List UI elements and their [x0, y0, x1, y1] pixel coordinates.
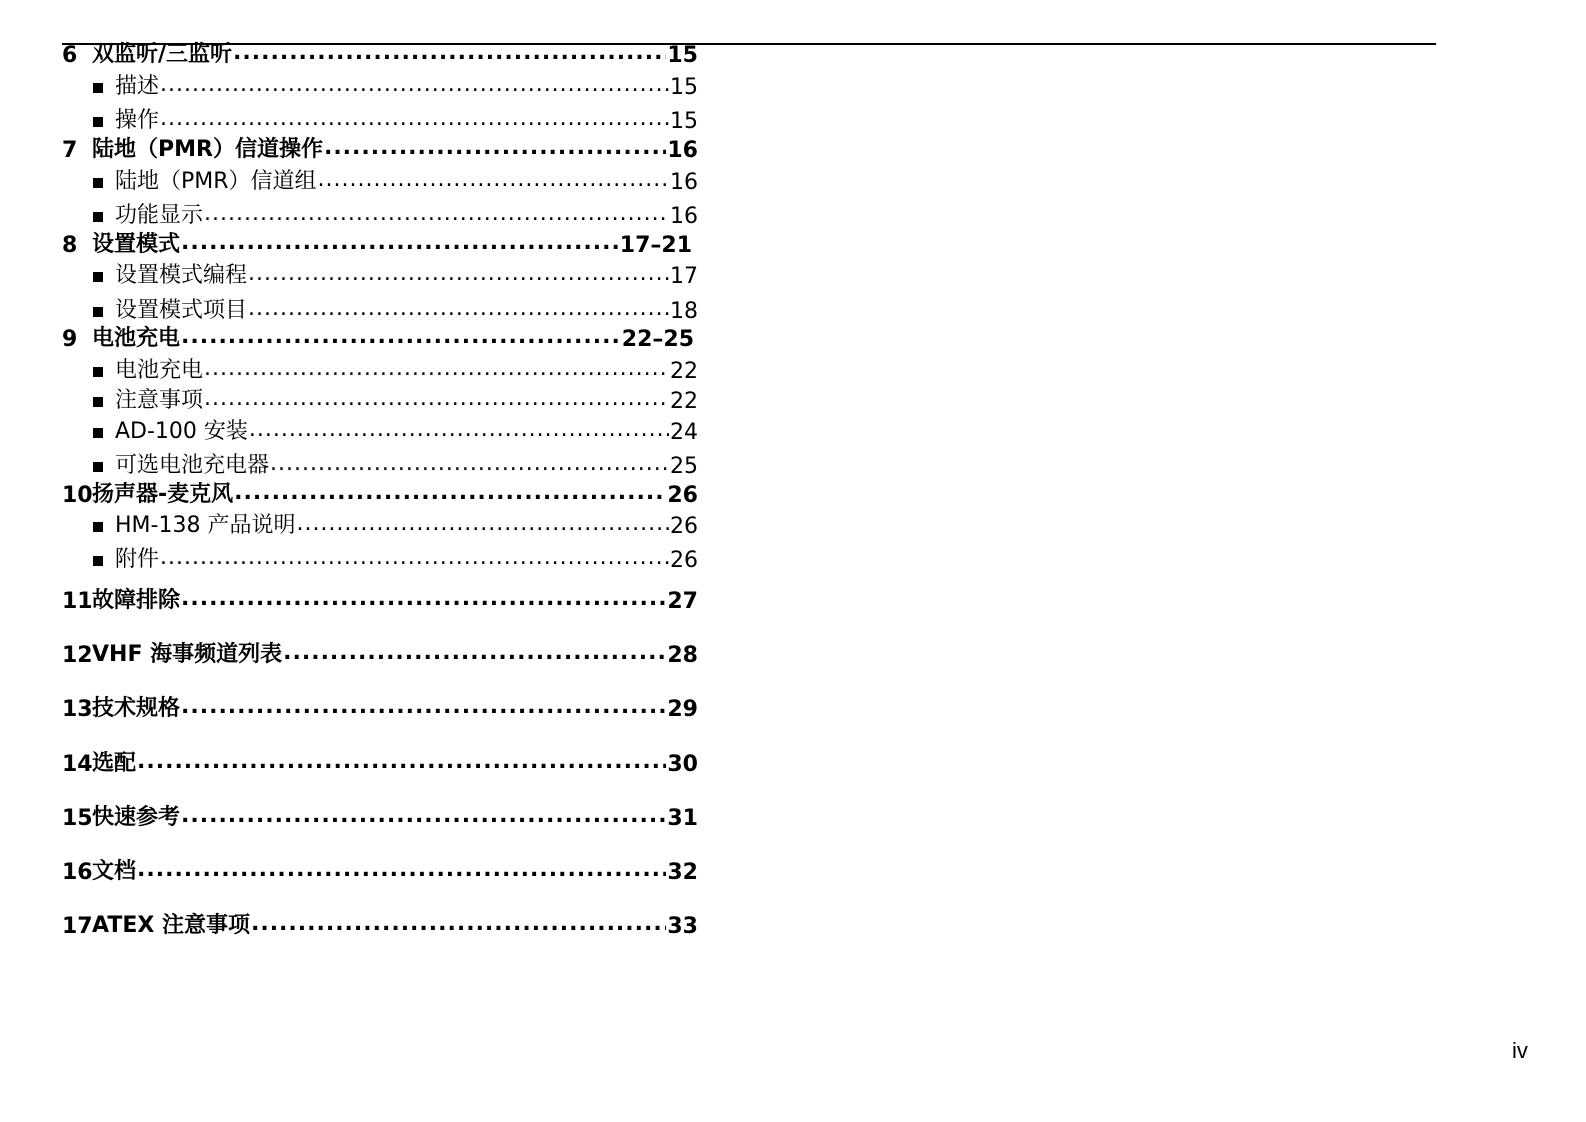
square-bullet-icon: [93, 117, 103, 127]
page-ref: 24: [670, 420, 698, 445]
toc-entry-description[interactable]: [62, 70, 698, 100]
page-ref: 26: [670, 548, 698, 573]
page-ref: 28: [667, 643, 698, 668]
chapter-title: 双监听/三监听: [92, 42, 233, 67]
toc-chapter-8[interactable]: [62, 228, 692, 258]
toc-entry-ad100-install[interactable]: [62, 415, 698, 445]
toc-chapter-14[interactable]: [62, 747, 698, 777]
page-ref: 17: [670, 264, 698, 289]
page-ref: 26: [667, 483, 698, 508]
page-number: iv: [1512, 1038, 1528, 1063]
page-ref: 26: [670, 514, 698, 539]
page-ref: 15: [670, 109, 698, 134]
toc-chapter-11[interactable]: [62, 584, 698, 614]
entry-title: 设置模式编程: [115, 263, 248, 288]
page-ref: 33: [667, 914, 698, 939]
toc-entry-pmr-channel-group[interactable]: [62, 165, 698, 195]
dot-leader: [248, 298, 669, 324]
toc-entry-hm138[interactable]: [62, 509, 698, 539]
square-bullet-icon: [93, 522, 103, 532]
toc-chapter-13[interactable]: [62, 692, 698, 722]
chapter-title: 电池充电: [92, 326, 181, 351]
page-ref: 27: [667, 589, 698, 614]
toc-entry-battery-charging[interactable]: [62, 354, 698, 384]
entry-title: 描述: [115, 74, 160, 99]
toc-entry-setup-items[interactable]: [62, 294, 698, 324]
square-bullet-icon: [93, 83, 103, 93]
toc-entry-optional-charger[interactable]: [62, 449, 698, 479]
entry-title: 陆地（PMR）信道组: [115, 169, 317, 194]
page-ref: 22–25: [621, 327, 694, 352]
page-ref: 22: [670, 389, 698, 414]
chapter-title: 快速参考: [92, 805, 181, 830]
chapter-number: 7: [62, 138, 78, 163]
square-bullet-icon: [93, 307, 103, 317]
dot-leader: [324, 137, 666, 163]
page-ref: 30: [667, 752, 698, 777]
square-bullet-icon: [93, 556, 103, 566]
dot-leader: [249, 419, 669, 445]
page-ref: 16: [670, 170, 698, 195]
chapter-title: VHF 海事频道列表: [92, 642, 283, 667]
toc-chapter-12[interactable]: [62, 638, 698, 668]
entry-title: 附件: [115, 547, 160, 572]
dot-leader: [248, 263, 669, 289]
dot-leader: [204, 358, 669, 384]
square-bullet-icon: [93, 272, 103, 282]
entry-title: 功能显示: [115, 203, 204, 228]
chapter-number: 6: [62, 43, 78, 68]
entry-title: 注意事项: [115, 388, 204, 413]
entry-title: 操作: [115, 108, 160, 133]
dot-leader: [137, 859, 666, 885]
dot-leader: [137, 751, 666, 777]
dot-leader: [270, 453, 669, 479]
chapter-title: 陆地（PMR）信道操作: [92, 137, 323, 162]
page-ref: 16: [667, 138, 698, 163]
square-bullet-icon: [93, 397, 103, 407]
chapter-title: 扬声器-麦克风: [92, 482, 234, 507]
dot-leader: [283, 642, 666, 668]
chapter-number: 17: [62, 914, 93, 939]
chapter-title: 技术规格: [92, 696, 181, 721]
entry-title: HM-138 产品说明: [115, 513, 296, 538]
page-ref: 18: [670, 299, 698, 324]
dot-leader: [318, 169, 669, 195]
page-ref: 32: [667, 860, 698, 885]
toc-chapter-10[interactable]: [62, 478, 698, 508]
dot-leader: [160, 108, 669, 134]
page-ref: 22: [670, 359, 698, 384]
toc-chapter-15[interactable]: [62, 801, 698, 831]
square-bullet-icon: [93, 367, 103, 377]
chapter-title: 选配: [92, 751, 137, 776]
dot-leader: [181, 805, 666, 831]
chapter-number: 9: [62, 327, 78, 352]
chapter-title: 文档: [92, 859, 137, 884]
dot-leader: [160, 74, 669, 100]
toc-entry-accessories[interactable]: [62, 543, 698, 573]
page-ref: 16: [670, 204, 698, 229]
chapter-number: 8: [62, 233, 78, 258]
square-bullet-icon: [93, 428, 103, 438]
chapter-number: 13: [62, 697, 93, 722]
dot-leader: [181, 696, 666, 722]
toc-chapter-6[interactable]: [62, 38, 698, 68]
dot-leader: [251, 913, 666, 939]
dot-leader: [204, 203, 669, 229]
chapter-title: ATEX 注意事项: [92, 913, 250, 938]
dot-leader: [296, 513, 669, 539]
chapter-number: 14: [62, 752, 93, 777]
dot-leader: [204, 388, 669, 414]
page-ref: 31: [667, 806, 698, 831]
chapter-number: 15: [62, 806, 93, 831]
toc-chapter-17[interactable]: [62, 909, 698, 939]
dot-leader: [234, 482, 666, 508]
chapter-title: 故障排除: [92, 588, 181, 613]
chapter-title: 设置模式: [92, 232, 181, 257]
entry-title: AD-100 安装: [115, 419, 248, 444]
toc-entry-precautions[interactable]: [62, 384, 698, 414]
toc-chapter-7[interactable]: [62, 133, 698, 163]
chapter-number: 10: [62, 483, 93, 508]
square-bullet-icon: [93, 462, 103, 472]
entry-title: 电池充电: [115, 358, 204, 383]
page-ref: 25: [670, 454, 698, 479]
entry-title: 设置模式项目: [115, 298, 248, 323]
dot-leader: [233, 42, 666, 68]
toc-entry-setup-programming[interactable]: [62, 259, 698, 289]
toc-entry-function-display[interactable]: [62, 199, 698, 229]
dot-leader: [181, 232, 619, 258]
dot-leader: [181, 588, 666, 614]
toc-chapter-16[interactable]: [62, 855, 698, 885]
square-bullet-icon: [93, 178, 103, 188]
entry-title: 可选电池充电器: [115, 453, 270, 478]
toc-chapter-9[interactable]: [62, 322, 694, 352]
square-bullet-icon: [93, 212, 103, 222]
toc-entry-operation[interactable]: [62, 104, 698, 134]
dot-leader: [160, 547, 669, 573]
chapter-number: 16: [62, 860, 93, 885]
page-ref: 17–21: [619, 233, 692, 258]
page-ref: 29: [667, 697, 698, 722]
page-ref: 15: [670, 75, 698, 100]
page-ref: 15: [667, 43, 698, 68]
dot-leader: [181, 326, 621, 352]
chapter-number: 12: [62, 643, 93, 668]
chapter-number: 11: [62, 589, 93, 614]
